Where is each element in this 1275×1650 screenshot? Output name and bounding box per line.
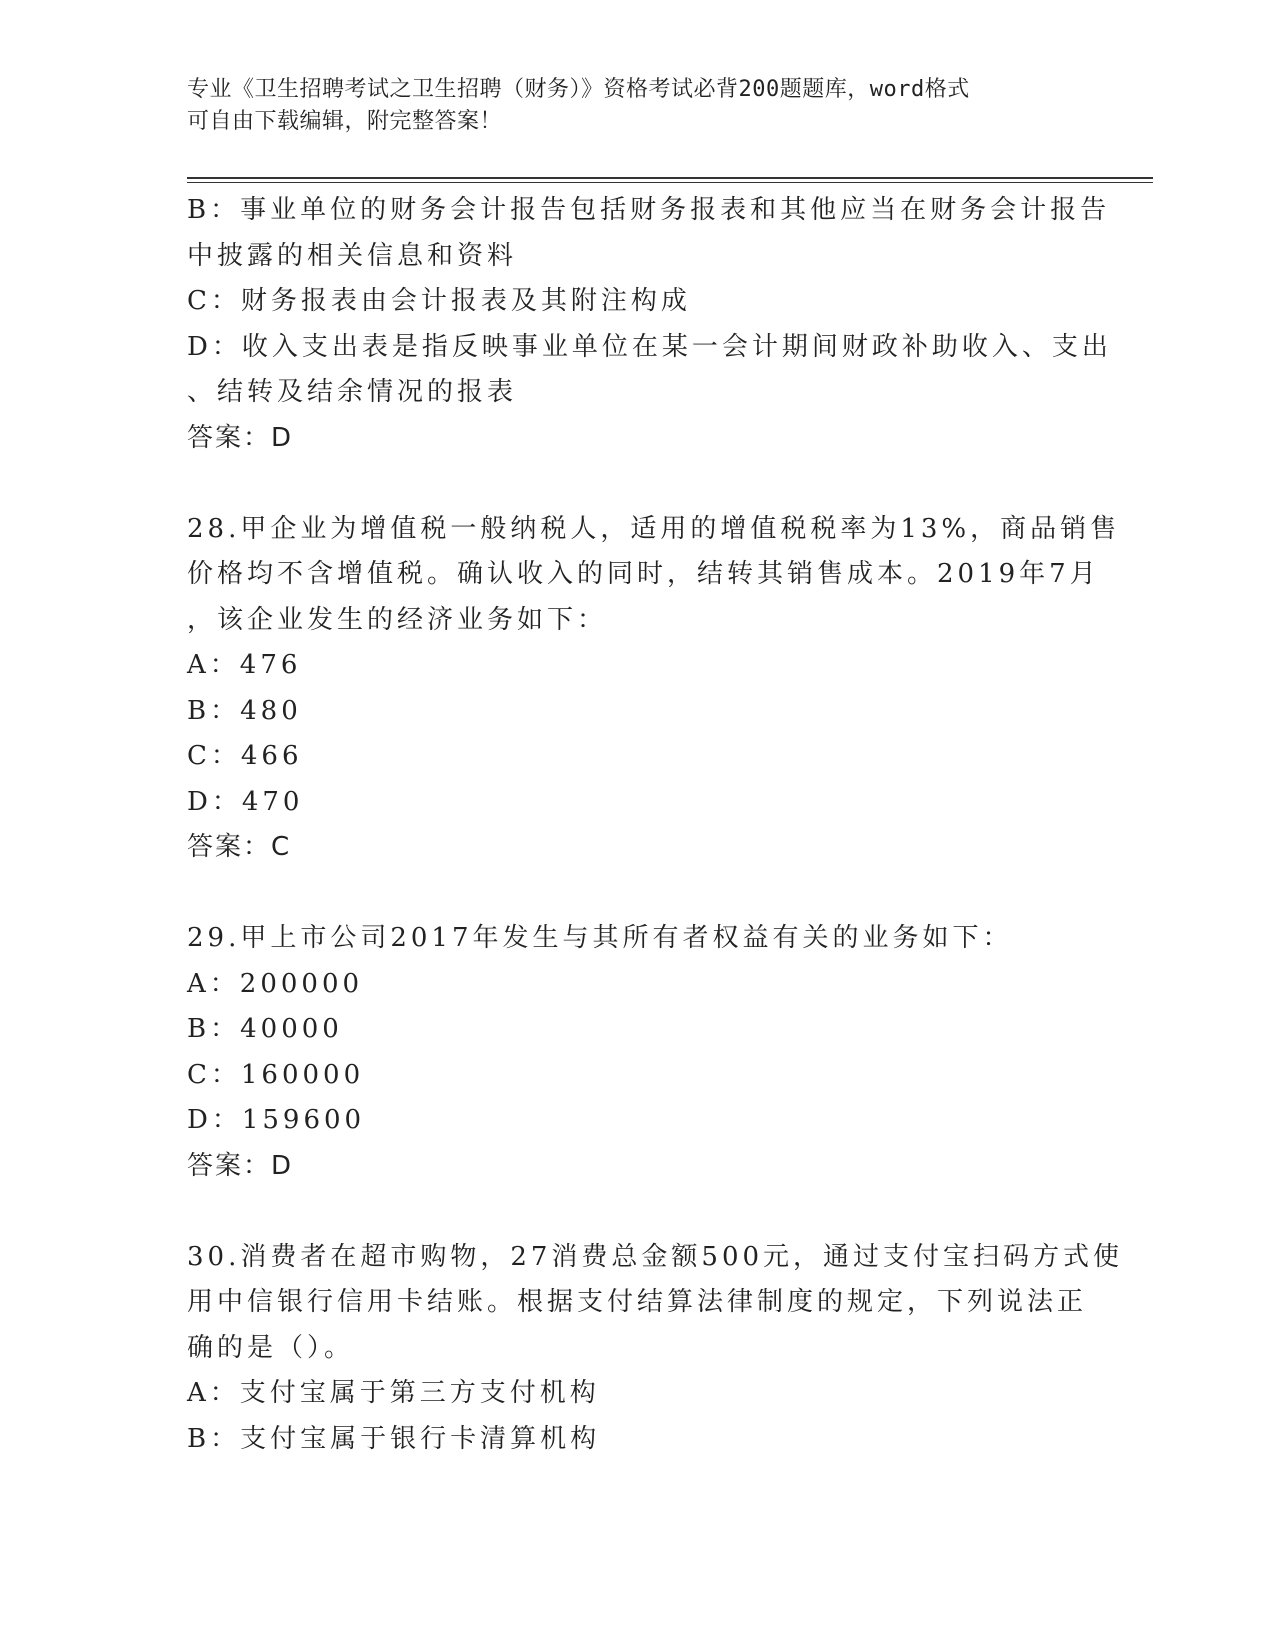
question-stem-line: 30.消费者在超市购物，27消费总金额500元，通过支付宝扫码方式使 [187, 1241, 1124, 1272]
option-b: B：40000 [187, 1014, 343, 1044]
option-b: B：支付宝属于银行卡清算机构 [187, 1423, 601, 1454]
option-c: C：466 [187, 741, 303, 771]
option-line: B：事业单位的财务会计报告包括财务报表和其他应当在财务会计报告 [187, 195, 1111, 225]
answer-line: 答案：D [187, 1150, 294, 1181]
header-rule-thick [187, 177, 1153, 179]
question-stem-line: 确的是（）。 [187, 1332, 355, 1363]
option-a: A：476 [187, 650, 302, 680]
option-line: C：财务报表由会计报表及其附注构成 [187, 286, 691, 316]
header-line-1: 专业《卫生招聘考试之卫生招聘（财务）》资格考试必背200题题库，word格式 [187, 77, 970, 102]
question-content [187, 188, 1124, 1462]
spacer [187, 871, 1087, 917]
option-a: A：支付宝属于第三方支付机构 [187, 1378, 600, 1408]
question-28-block [187, 507, 1121, 871]
answer-line: 答案：C [187, 832, 292, 862]
option-line: 、结转及结余情况的报表 [187, 377, 518, 407]
spacer [187, 461, 1087, 507]
answer-line: 答案：D [187, 422, 294, 453]
option-line: 中披露的相关信息和资料 [187, 240, 518, 271]
question-stem-line: ，该企业发生的经济业务如下： [187, 604, 608, 635]
question-stem-line: 28.甲企业为增值税一般纳税人，适用的增值税税率为13%，商品销售 [187, 513, 1121, 544]
option-d: D：470 [187, 786, 304, 817]
option-a: A：200000 [187, 968, 364, 999]
document-header [187, 74, 1067, 138]
option-line: D：收入支出表是指反映事业单位在某一会计期间财政补助收入、支出 [187, 331, 1112, 362]
option-d: D：159600 [187, 1105, 366, 1135]
spacer [187, 1189, 1087, 1235]
question-29-block [187, 916, 1087, 1189]
question-stem-line: 价格均不含增值税。确认收入的同时，结转其销售成本。2019年7月 [187, 559, 1100, 589]
prev-question-block [187, 188, 1112, 461]
question-stem-line: 用中信银行信用卡结账。根据支付结算法律制度的规定，下列说法正 [187, 1287, 1088, 1317]
question-stem-line: 29.甲上市公司2017年发生与其所有者权益有关的业务如下： [187, 923, 1013, 953]
header-rule-thin [187, 182, 1153, 183]
header-line-2: 可自由下载编辑，附完整答案！ [187, 109, 503, 134]
question-30-block [187, 1235, 1124, 1463]
option-b: B：480 [187, 695, 302, 726]
option-c: C：160000 [187, 1059, 365, 1090]
